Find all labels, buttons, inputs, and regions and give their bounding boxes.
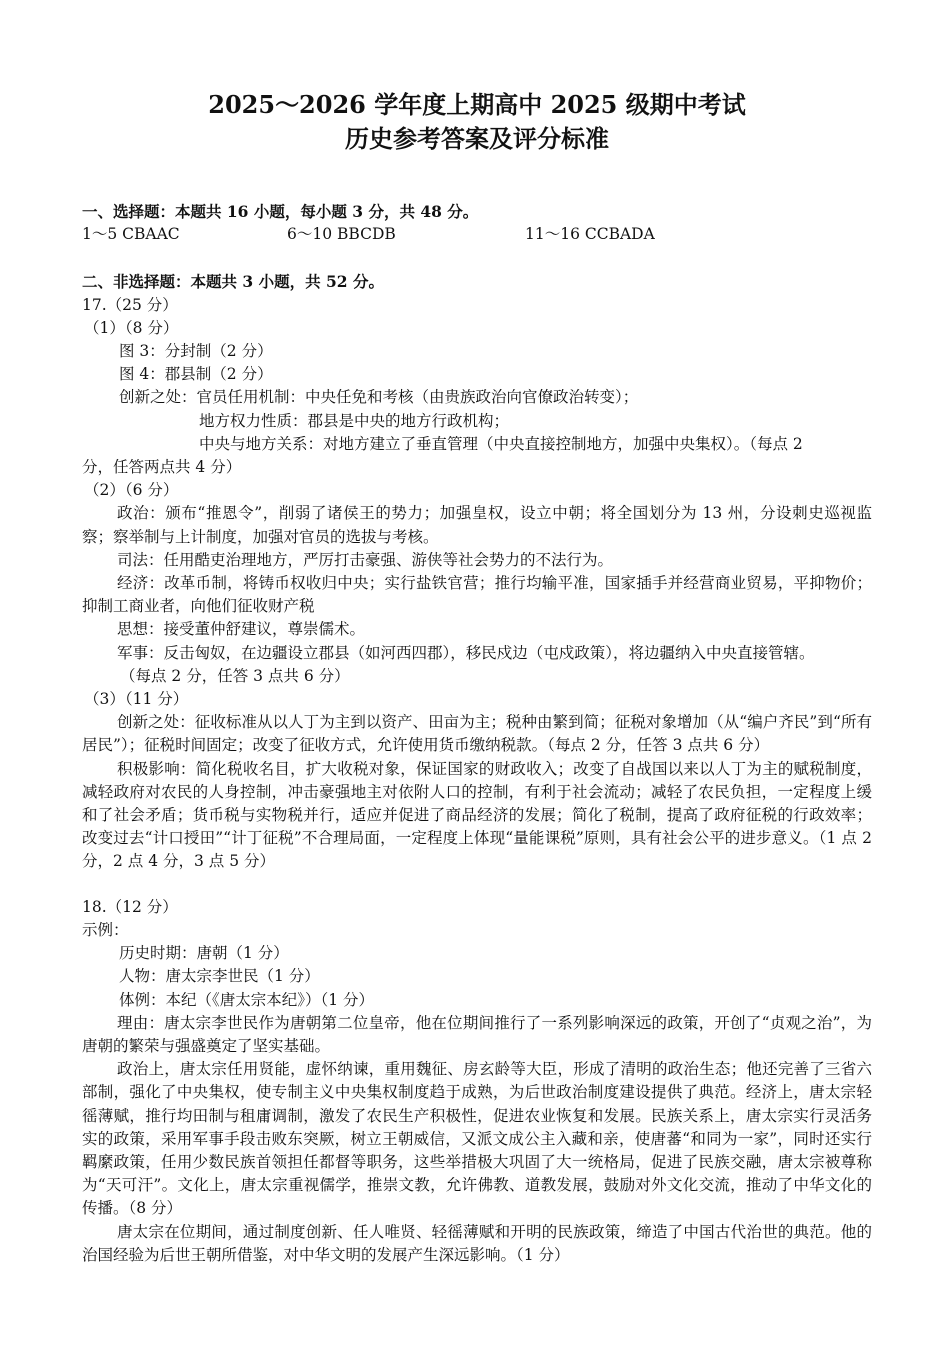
q18-label: 18.（12 分） [82,897,178,916]
section1-heading: 一、选择题：本题共 16 小题，每小题 3 分，共 48 分。 [82,202,479,221]
answer-group-3: 11～16 CCBADA [525,225,655,244]
q17-part2-label: （2）（6 分） [84,481,179,500]
q17-innovation: 创新之处：征收标准从以人丁为主到以资产、田亩为主；税种由繁到简；征税对象增加（从“编户齐民”到“所有居民”）；征税时间固定；改变了征收方式，允许使用货币缴纳税款。（每点 2 分，任答 3 点共 6 分） [82,713,872,755]
q18-conclusion: 唐太宗在位期间，通过制度创新、任人唯贤、轻徭薄赋和开明的民族政策，缔造了中国古代治世的典范。他的治国经验为后世王朝所借鉴，对中华文明的发展产生深远影响。（1 分） [82,1222,872,1264]
q18-example: 示例： [82,920,129,939]
q17-part1-label: （1）（8 分） [84,318,179,337]
q17-innov2: 地方权力性质：郡县是中央的地方行政机构； [199,411,510,430]
answer-group-1: 1～5 CBAAC [82,225,180,244]
answer-sheet [82,88,872,1267]
q18-person: 人物：唐太宗李世民（1 分） [119,967,320,986]
q17-fig4: 图 4：郡县制（2 分） [119,365,273,384]
choice-answers [82,223,872,246]
section2-heading: 二、非选择题：本题共 3 小题，共 52 分。 [82,272,384,292]
q17-part2-scoring: （每点 2 分，任答 3 点共 6 分） [120,666,350,685]
q17-military: 军事：反击匈奴，在边疆设立郡县（如河西四郡），移民戍边（屯戍政策），将边疆纳入中央直接管辖。 [117,643,815,662]
q17-economy: 经济：改革币制，将铸币权收归中央；实行盐铁官营；推行均输平准，国家插手并经营商业贸易，平抑物价；抑制工商业者，向他们征收财产税 [82,574,872,616]
q17-fig3: 图 3：分封制（2 分） [119,342,273,361]
q18-period: 历史时期：唐朝（1 分） [119,944,289,963]
q18-reason: 理由：唐太宗李世民作为唐朝第二位皇帝，他在位期间推行了一系列影响深远的政策，开创了“贞观之治”，为唐朝的繁荣与强盛奠定了坚实基础。 [82,1013,872,1055]
q17-thought: 思想：接受董仲舒建议，尊崇儒术。 [117,620,366,639]
q17-label: 17.（25 分） [82,295,178,314]
page-subtitle: 历史参考答案及评分标准 [345,124,609,153]
q17-innov1: 创新之处：官员任用机制：中央任免和考核（由贵族政治向官僚政治转变）； [119,388,639,407]
q18-style: 体例：本纪（《唐太宗本纪》）（1 分） [119,990,375,1009]
q17-justice: 司法：任用酷吏治理地方，严厉打击豪强、游侠等社会势力的不法行为。 [117,550,614,569]
answer-group-2: 6～10 BBCDB [287,225,396,244]
page-title: 2025～2026 学年度上期高中 2025 级期中考试 [208,90,746,119]
q17-politics: 政治：颁布“推恩令”，削弱了诸侯王的势力；加强皇权，设立中朝；将全国划分为 13 州，分设刺史巡视监察；察举制与上计制度，加强对官员的选拔与考核。 [82,504,872,546]
q17-innov3: 中央与地方关系：对地方建立了垂直管理（中央直接控制地方，加强中央集权）。（每点 2 [199,434,803,453]
q17-part3-label: （3）（11 分） [84,690,189,709]
q17-impact: 积极影响：简化税收名目，扩大收税对象，保证国家的财政收入；改变了自战国以来以人丁为主的赋税制度，减轻政府对农民的人身控制，冲击豪强地主对依附人口的控制，有利于社会流动；减轻了农民负担，一定程度上缓和了社会矛盾；货币税与实物税并行，适应并促进了商品经济的发展；简化了税制，提高了政府征税的行政效率；改变过去“计口授田”“计丁征税”不合理局面，一定程度上体现“量能课税”原则，具有社会公平的进步意义。（1 点 2 分，2 点 4 分，3 点 5 分） [82,759,872,871]
q17-innov4: 分，任答两点共 4 分） [82,458,242,477]
q18-body: 政治上，唐太宗任用贤能，虚怀纳谏，重用魏征、房玄龄等大臣，形成了清明的政治生态；他还完善了三省六部制，强化了中央集权，使专制主义中央集权制度趋于成熟，为后世政治制度建设提供了典范。经济上，唐太宗轻徭薄赋，推行均田制与租庸调制，激发了农民生产积极性，促进农业恢复和发展。民族关系上，唐太宗实行灵活务实的政策，采用军事手段击败东突厥，树立王朝威信，又派文成公主入藏和亲，使唐蕃“和同为一家”，同时还实行羁縻政策，任用少数民族首领担任都督等职务，这些举措极大巩固了大一统格局，促进了民族交融，唐太宗被尊称为“天可汗”。文化上，唐太宗重视儒学，推崇文教，允许佛教、道教发展，鼓励对外文化交流，推动了中华文化的传播。（8 分） [82,1060,872,1218]
